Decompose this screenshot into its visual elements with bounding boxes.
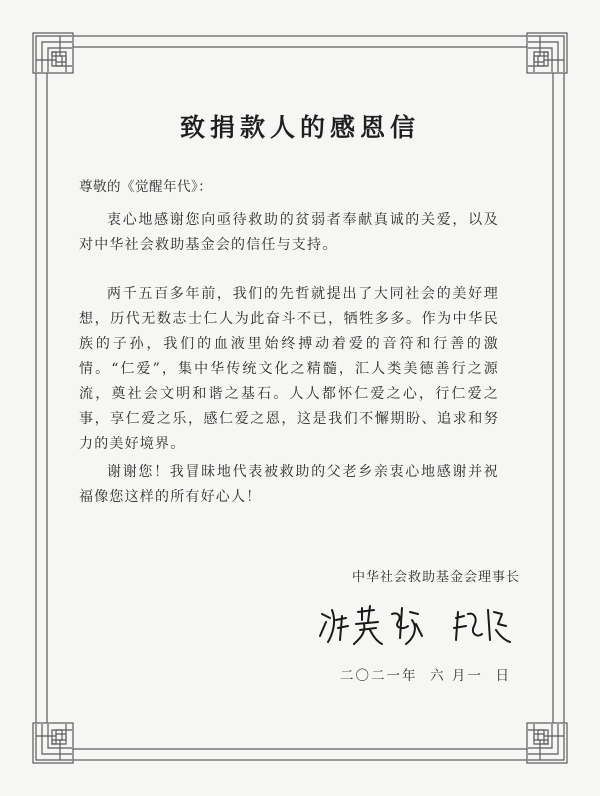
letter-greeting: 尊敬的《觉醒年代》： [79,179,213,195]
letter-title: 致捐款人的感恩信 [179,113,420,142]
letter-paragraph-3: 谢谢您！我冒昧地代表被救助的父老乡亲衷心地感谢并祝福像您这样的所有好心人！ [79,464,499,505]
letter-paragraph-1: 衷心地感谢您向亟待救助的贫弱者奉献真诚的关爱，以及对中华社会救助基金会的信任与支持。 [79,212,499,253]
letter-paragraph-2: 两千五百多年前，我们的先哲就提出了大同社会的美好理想，历代无数志士仁人为此奋斗不已，牺牲多多。作为中华民族的子孙，我们的血液里始终搏动着爱的音符和行善的激情。“仁爱”，集中华传统文化之精髓，汇人类美德善行之源流，奠社会文明和谐之基石。人人都怀仁爱之心，行仁爱之事，享仁爱之乐，感仁爱之恩，这是我们不懈期盼、追求和努力的美好境界。 [79,286,499,452]
letter-date: 二〇二一年 六 月一 日 [340,668,511,684]
handwritten-signature [318,600,518,650]
signatory-organization: 中华社会救助基金会理事长 [351,570,520,585]
